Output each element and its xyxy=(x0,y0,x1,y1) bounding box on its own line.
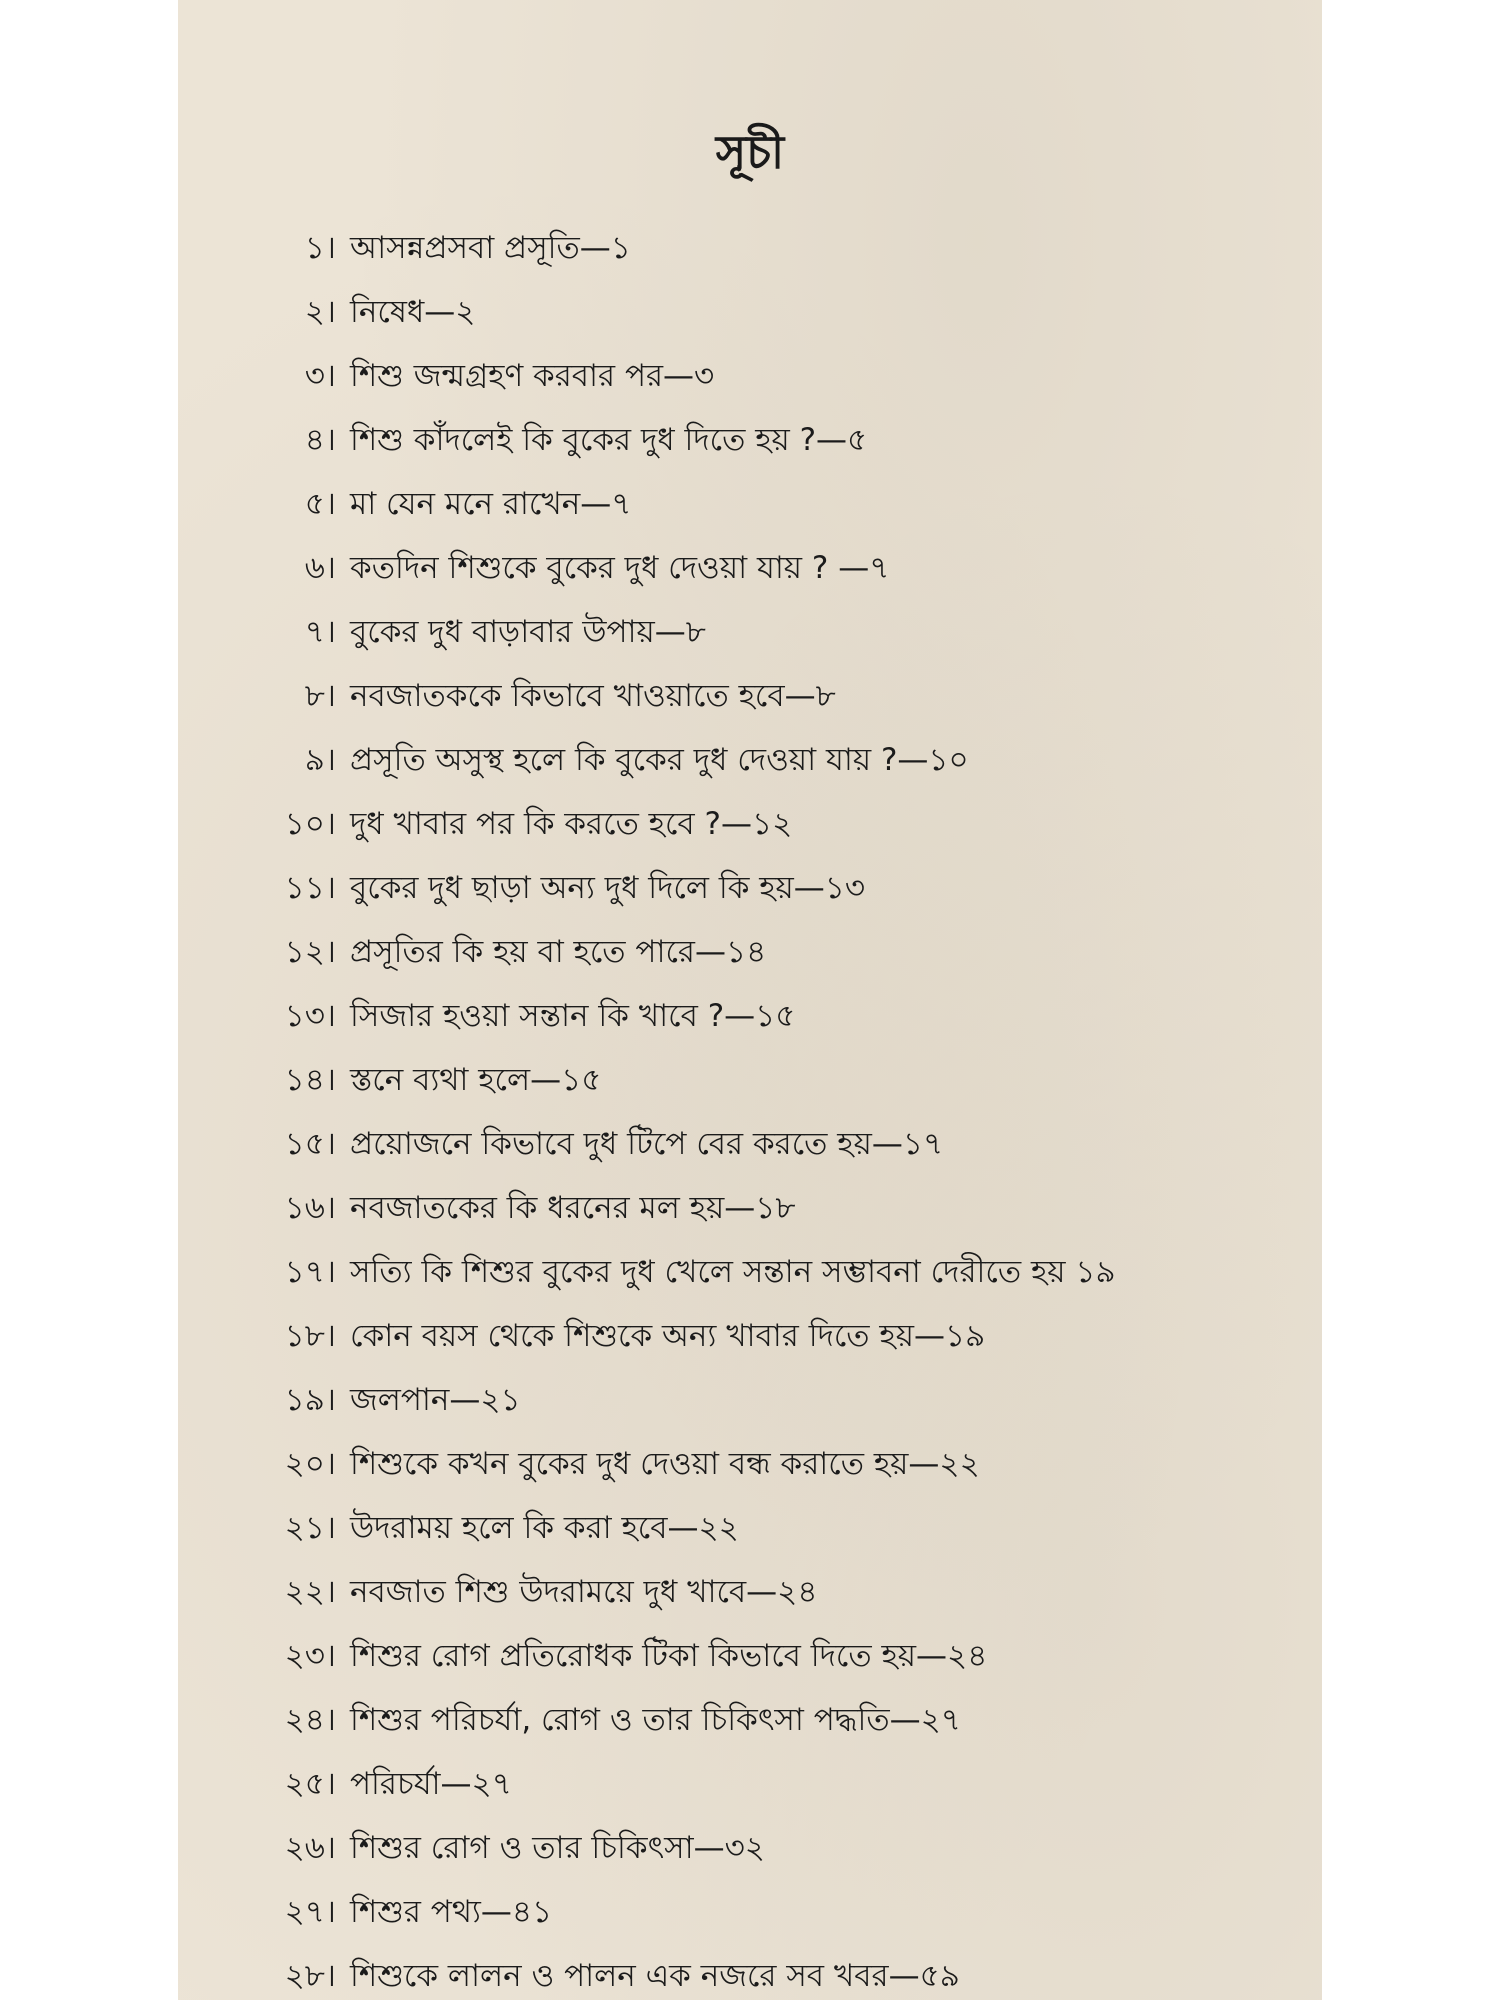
toc-entry xyxy=(178,916,1322,980)
toc-entry-title: উদরাময় হলে কি করা হবে—২২ xyxy=(350,1510,739,1546)
toc-entry-title: প্রয়োজনে কিভাবে দুধ টিপে বের করতে হয়—১৭ xyxy=(350,1126,944,1162)
toc-entry xyxy=(178,1044,1322,1108)
toc-entry-title: প্রসূতি অসুস্থ হলে কি বুকের দুধ দেওয়া যায় ?—১০ xyxy=(350,742,969,778)
toc-entry xyxy=(178,1748,1322,1812)
toc-entry xyxy=(178,1428,1322,1492)
toc-entry xyxy=(178,340,1322,404)
toc-entry-title: শিশুকে কখন বুকের দুধ দেওয়া বন্ধ করাতে হয়—২২ xyxy=(350,1446,980,1482)
toc-entry-number: ৭। xyxy=(304,614,336,650)
toc-entry-number: ২। xyxy=(304,294,336,330)
toc-entry-number: ২১। xyxy=(284,1510,336,1546)
toc-entry-number: ৬। xyxy=(304,550,336,586)
toc-entry-title: শিশুর পথ্য—৪১ xyxy=(350,1894,553,1930)
toc-entry-title: শিশু জন্মগ্রহণ করবার পর—৩ xyxy=(350,358,715,394)
toc-entry-title: শিশুর পরিচর্যা, রোগ ও তার চিকিৎসা পদ্ধতি—২৭ xyxy=(350,1702,961,1738)
toc-entry-number: ৩। xyxy=(304,358,336,394)
toc-entry-number: ১০। xyxy=(284,806,336,842)
toc-entry-number: ২৮। xyxy=(284,1958,336,1994)
toc-entry-number: ১৬। xyxy=(284,1190,336,1226)
toc-entry xyxy=(178,1684,1322,1748)
toc-entry-title: শিশুকে লালন ও পালন এক নজরে সব খবর—৫৯ xyxy=(350,1958,960,1994)
toc-entry-title: আসন্নপ্রসবা প্রসূতি—১ xyxy=(350,230,631,266)
toc-entry xyxy=(178,1940,1322,2000)
toc-entry xyxy=(178,1620,1322,1684)
toc-entry xyxy=(178,724,1322,788)
toc-entry-title: নিষেধ—২ xyxy=(350,294,476,330)
toc-entry-title: সত্যি কি শিশুর বুকের দুধ খেলে সন্তান সম্ভাবনা দেরীতে হয় ১৯ xyxy=(350,1254,1116,1290)
toc-entry-number: ১। xyxy=(304,230,336,266)
toc-entry-title: শিশুর রোগ প্রতিরোধক টিকা কিভাবে দিতে হয়—২৪ xyxy=(350,1638,988,1674)
toc-entry xyxy=(178,1492,1322,1556)
toc-entry-number: ৮। xyxy=(304,678,336,714)
toc-entry xyxy=(178,468,1322,532)
toc-entry-title: নবজাতককে কিভাবে খাওয়াতে হবে—৮ xyxy=(350,678,836,714)
toc-entry xyxy=(178,276,1322,340)
toc-entry xyxy=(178,532,1322,596)
toc-entry-number: ৫। xyxy=(304,486,336,522)
toc-entry-number: ১৩। xyxy=(284,998,336,1034)
toc-entry-title: মা যেন মনে রাখেন—৭ xyxy=(350,486,632,522)
toc-entry xyxy=(178,1876,1322,1940)
toc-entry-title: প্রসূতির কি হয় বা হতে পারে—১৪ xyxy=(350,934,767,970)
toc-entry-title: পরিচর্যা—২৭ xyxy=(350,1766,512,1802)
book-page xyxy=(178,0,1322,2000)
toc-entry xyxy=(178,212,1322,276)
toc-entry xyxy=(178,980,1322,1044)
toc-entry-title: বুকের দুধ ছাড়া অন্য দুধ দিলে কি হয়—১৩ xyxy=(350,870,866,906)
toc-entry-number: ২৬। xyxy=(284,1830,336,1866)
toc-entry-title: শিশুর রোগ ও তার চিকিৎসা—৩২ xyxy=(350,1830,765,1866)
toc-entry xyxy=(178,1364,1322,1428)
toc-entry xyxy=(178,852,1322,916)
toc-entry-number: ১৪। xyxy=(284,1062,336,1098)
toc-entry xyxy=(178,1812,1322,1876)
toc-entry xyxy=(178,404,1322,468)
toc-entry-number: ১৭। xyxy=(284,1254,336,1290)
toc-entry-number: ১১। xyxy=(284,870,336,906)
toc-entry xyxy=(178,1556,1322,1620)
page-title: সূচী xyxy=(715,125,785,179)
toc-entry-title: সিজার হওয়া সন্তান কি খাবে ?—১৫ xyxy=(350,998,796,1034)
toc-entry-number: ২৩। xyxy=(284,1638,336,1674)
toc-entry-title: দুধ খাবার পর কি করতে হবে ?—১২ xyxy=(350,806,793,842)
toc-entry-title: কতদিন শিশুকে বুকের দুধ দেওয়া যায় ? —৭ xyxy=(350,550,890,586)
toc-entry-title: কোন বয়স থেকে শিশুকে অন্য খাবার দিতে হয়—১৯ xyxy=(350,1318,986,1354)
toc-entry xyxy=(178,1108,1322,1172)
toc-entry-title: জলপান—২১ xyxy=(350,1382,521,1418)
toc-entry-number: ১৯। xyxy=(284,1382,336,1418)
toc-entry xyxy=(178,788,1322,852)
toc-entry-number: ২৫। xyxy=(284,1766,336,1802)
toc-entry xyxy=(178,596,1322,660)
toc-entry-number: ২৪। xyxy=(284,1702,336,1738)
toc-entry-title: শিশু কাঁদলেই কি বুকের দুধ দিতে হয় ?—৫ xyxy=(350,422,868,458)
toc-entry-title: নবজাত শিশু উদরাময়ে দুধ খাবে—২৪ xyxy=(350,1574,818,1610)
toc-entry xyxy=(178,1172,1322,1236)
toc-entry-number: ২২। xyxy=(284,1574,336,1610)
toc-entry-number: ২০। xyxy=(284,1446,336,1482)
toc-entry xyxy=(178,660,1322,724)
toc-entry xyxy=(178,1300,1322,1364)
toc-entry-number: ৯। xyxy=(304,742,336,778)
table-of-contents xyxy=(178,212,1322,2000)
toc-entry-number: ৪। xyxy=(304,422,336,458)
toc-entry-number: ২৭। xyxy=(284,1894,336,1930)
toc-entry xyxy=(178,1236,1322,1300)
toc-entry-number: ১২। xyxy=(284,934,336,970)
toc-entry-title: নবজাতকের কি ধরনের মল হয়—১৮ xyxy=(350,1190,796,1226)
toc-entry-number: ১৮। xyxy=(284,1318,336,1354)
toc-entry-number: ১৫। xyxy=(284,1126,336,1162)
toc-entry-title: বুকের দুধ বাড়াবার উপায়—৮ xyxy=(350,614,706,650)
toc-entry-title: স্তনে ব্যথা হলে—১৫ xyxy=(350,1062,602,1098)
